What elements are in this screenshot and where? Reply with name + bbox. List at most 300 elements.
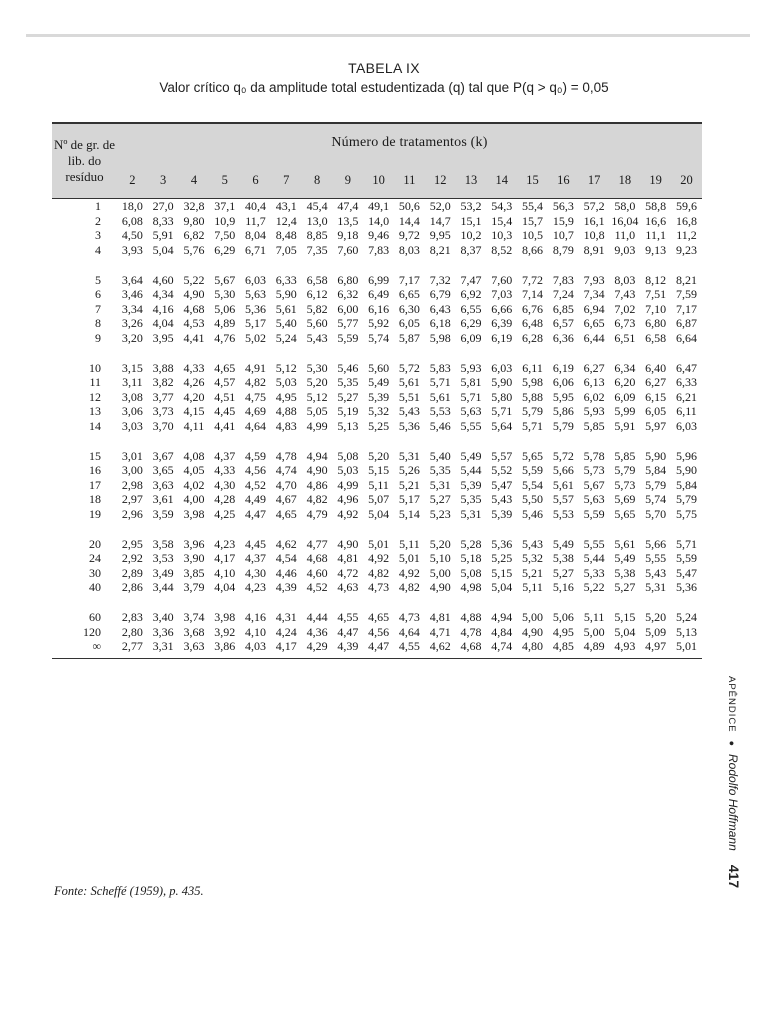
column-header: 13 [456,162,487,199]
value-cell: 6,27 [583,360,605,375]
value-cell: 5,24 [275,331,297,346]
value-cell: 5,40 [429,448,451,463]
value-cell: 5,28 [460,536,482,551]
value-cell: 3,70 [152,419,174,434]
value-cell: 15,7 [522,213,544,228]
value-cell: 5,15 [491,565,513,580]
value-cell: 5,47 [676,565,698,580]
table-row [52,580,702,595]
value-cell: 5,90 [491,375,513,390]
group-spacer [52,257,702,272]
value-cell: 3,73 [152,404,174,419]
value-cell: 5,43 [491,492,513,507]
value-cell: 4,70 [275,477,297,492]
df-cell: 40 [89,580,101,595]
value-cell: 4,86 [306,477,328,492]
value-cell: 58,8 [645,199,667,214]
value-cell: 5,66 [552,463,574,478]
value-cell: 5,06 [552,609,574,624]
value-cell: 4,93 [610,639,641,659]
value-cell: 6,49 [368,287,390,302]
value-cell: 6,80 [645,316,667,331]
value-cell: 4,56 [245,463,267,478]
value-cell: 6,66 [491,301,513,316]
group-spacer [52,345,702,360]
df-cell: 120 [83,624,101,639]
value-cell: 5,97 [645,419,667,434]
value-cell: 4,33 [214,463,236,478]
value-cell: 3,68 [183,624,205,639]
value-cell: 5,04 [152,243,174,258]
value-cell: 4,76 [214,331,236,346]
value-cell: 8,66 [522,243,544,258]
value-cell: 6,43 [429,301,451,316]
value-cell: 4,04 [214,580,236,595]
value-cell: 7,60 [491,272,513,287]
table-row [52,390,702,405]
df-cell: 2 [95,213,101,228]
value-cell: 10,3 [491,228,513,243]
value-cell: 5,82 [306,301,328,316]
value-cell: 5,21 [398,477,420,492]
value-cell: 6,18 [429,316,451,331]
value-cell: 7,60 [337,243,359,258]
value-cell: 3,53 [152,551,174,566]
value-cell: 4,54 [275,551,297,566]
value-cell: 5,31 [645,580,667,595]
column-header: 9 [332,162,363,199]
value-cell: 6,39 [491,316,513,331]
value-cell: 3,15 [121,360,143,375]
value-cell: 5,59 [522,463,544,478]
value-cell: 3,26 [121,316,143,331]
table-row [52,243,702,258]
value-cell: 5,91 [152,228,174,243]
value-cell: 2,92 [121,551,143,566]
value-cell: 6,94 [583,301,605,316]
value-cell: 4,88 [275,404,297,419]
value-cell: 15,4 [491,213,513,228]
value-cell: 6,33 [275,272,297,287]
value-cell: 4,97 [640,639,671,659]
value-cell: 6,44 [583,331,605,346]
value-cell: 5,76 [183,243,205,258]
value-cell: 3,65 [152,463,174,478]
column-header: 7 [271,162,302,199]
value-cell: 4,45 [245,536,267,551]
value-cell: 5,71 [522,419,544,434]
value-cell: 52,0 [429,199,451,214]
value-cell: 5,36 [245,301,267,316]
column-header: 20 [671,162,702,199]
value-cell: 45,4 [306,199,328,214]
value-cell: 5,98 [522,375,544,390]
value-cell: 5,01 [398,551,420,566]
value-cell: 5,65 [614,506,636,521]
column-header: 12 [425,162,456,199]
value-cell: 4,24 [275,624,297,639]
value-cell: 6,73 [614,316,636,331]
df-cell: 1 [95,199,101,214]
page-top-edge [26,34,750,37]
column-header: 18 [610,162,641,199]
value-cell: 4,82 [306,492,328,507]
value-cell: 5,20 [429,536,451,551]
table-row [52,287,702,302]
page-footer-vertical [724,676,742,888]
value-cell: 5,72 [398,360,420,375]
value-cell: 5,85 [614,448,636,463]
value-cell: 5,73 [614,477,636,492]
value-cell: 8,91 [583,243,605,258]
value-cell: 6,92 [460,287,482,302]
value-cell: 6,65 [398,287,420,302]
value-cell: 3,36 [152,624,174,639]
value-cell: 5,63 [460,404,482,419]
value-cell: 4,99 [306,419,328,434]
value-cell: 5,61 [398,375,420,390]
value-cell: 5,23 [429,506,451,521]
value-cell: 16,6 [645,213,667,228]
value-cell: 4,37 [214,448,236,463]
value-cell: 5,87 [398,331,420,346]
value-cell: 5,35 [337,375,359,390]
value-cell: 6,76 [522,301,544,316]
df-cell: 8 [95,316,101,331]
column-header: 8 [302,162,333,199]
value-cell: 5,08 [337,448,359,463]
value-cell: 4,67 [275,492,297,507]
value-cell: 5,26 [398,463,420,478]
value-cell: 3,00 [121,463,143,478]
table-row [52,536,702,551]
value-cell: 4,41 [214,419,236,434]
value-cell: 4,68 [183,301,205,316]
value-cell: 3,63 [179,639,210,659]
value-cell: 5,32 [368,404,390,419]
value-cell: 16,8 [676,213,698,228]
column-header: 2 [117,162,148,199]
table-row [52,492,702,507]
value-cell: 11,2 [676,228,697,243]
value-cell: 6,71 [245,243,267,258]
value-cell: 3,06 [121,404,143,419]
value-cell: 6,03 [491,360,513,375]
value-cell: 5,44 [460,463,482,478]
value-cell: 9,80 [183,213,205,228]
value-cell: 5,31 [429,477,451,492]
value-cell: 6,19 [552,360,574,375]
value-cell: 5,55 [645,551,667,566]
value-cell: 5,49 [552,536,574,551]
value-cell: 6,03 [676,419,698,434]
value-cell: 4,36 [306,624,328,639]
value-cell: 4,90 [337,536,359,551]
value-cell: 5,36 [398,419,420,434]
value-cell: 3,34 [121,301,143,316]
df-cell: 12 [89,389,101,404]
df-cell: 7 [95,301,101,316]
value-cell: 11,1 [645,228,666,243]
value-cell: 8,79 [552,243,574,258]
value-cell: 6,21 [676,389,698,404]
value-cell: 43,1 [275,199,297,214]
value-cell: 8,52 [491,243,513,258]
value-cell: 6,64 [676,331,698,346]
value-cell: 5,88 [522,389,544,404]
value-cell: 6,33 [676,375,698,390]
value-cell: 5,36 [676,580,698,595]
value-cell: 5,73 [583,463,605,478]
value-cell: 4,83 [275,419,297,434]
value-cell: 3,59 [152,506,174,521]
value-cell: 4,47 [337,624,359,639]
value-cell: 54,3 [491,199,513,214]
value-cell: 6,48 [522,316,544,331]
value-cell: 4,53 [183,316,205,331]
value-cell: 6,99 [368,272,390,287]
value-cell: 4,72 [337,565,359,580]
value-cell: 4,91 [245,360,267,375]
df-cell: 16 [89,463,101,478]
value-cell: 4,00 [183,492,205,507]
value-cell: 57,2 [583,199,605,214]
value-cell: 5,22 [183,272,205,287]
value-cell: 6,36 [552,331,574,346]
value-cell: 5,90 [676,463,698,478]
value-cell: 6,29 [214,243,236,258]
value-cell: 5,63 [245,287,267,302]
value-cell: 4,81 [429,609,451,624]
value-cell: 4,78 [275,448,297,463]
source-note: Fonte: Scheffé (1959), p. 435. [54,884,204,898]
value-cell: 4,98 [460,580,482,595]
value-cell: 4,30 [245,565,267,580]
critical-values-table [52,122,702,659]
value-cell: 3,64 [121,272,143,287]
value-cell: 4,15 [183,404,205,419]
value-cell: 8,03 [398,243,420,258]
value-cell: 6,20 [614,375,636,390]
df-cell: 18 [89,492,101,507]
value-cell: 4,78 [460,624,482,639]
table-row [52,199,702,214]
value-cell: 4,39 [275,580,297,595]
df-cell: 30 [89,565,101,580]
value-cell: 37,1 [214,199,236,214]
value-cell: 6,85 [552,301,574,316]
value-cell: 4,64 [398,624,420,639]
value-cell: 5,31 [460,506,482,521]
value-cell: 7,72 [522,272,544,287]
table-row [52,316,702,331]
value-cell: 5,15 [368,463,390,478]
value-cell: 4,39 [332,639,363,659]
value-cell: 4,16 [152,301,174,316]
value-cell: 5,74 [645,492,667,507]
value-cell: 4,65 [214,360,236,375]
value-cell: 5,44 [583,551,605,566]
value-cell: 4,57 [214,375,236,390]
value-cell: 6,79 [429,287,451,302]
value-cell: 56,3 [552,199,574,214]
value-cell: 15,9 [552,213,574,228]
group-spacer [52,521,702,536]
value-cell: 4,34 [152,287,174,302]
value-cell: 4,50 [121,228,143,243]
value-cell: 5,03 [337,463,359,478]
value-cell: 5,61 [429,389,451,404]
value-cell: 3,93 [121,243,143,258]
value-cell: 4,80 [517,639,548,659]
column-header: 10 [363,162,394,199]
table-row [52,404,702,419]
table-row [52,214,702,229]
value-cell: 3,95 [152,331,174,346]
table-row [52,639,702,659]
value-cell: 4,74 [275,463,297,478]
value-cell: 5,72 [552,448,574,463]
table-row [52,610,702,625]
value-cell: 6,27 [645,375,667,390]
value-cell: 5,60 [306,316,328,331]
value-cell: 4,73 [368,580,390,595]
value-cell: 5,90 [275,287,297,302]
value-cell: 9,46 [368,228,390,243]
value-cell: 4,68 [306,551,328,566]
value-cell: 14,0 [368,213,390,228]
value-cell: 5,14 [398,506,420,521]
column-header: 19 [640,162,671,199]
value-cell: 5,04 [614,624,636,639]
value-cell: 5,11 [368,477,389,492]
table-row [52,272,702,287]
table-row [52,228,702,243]
treatments-column-header-row [52,162,702,199]
value-cell: 6,03 [245,272,267,287]
value-cell: 5,79 [552,419,574,434]
value-cell: 6,11 [522,360,543,375]
value-cell: 5,46 [522,506,544,521]
value-cell: 5,00 [429,565,451,580]
value-cell: 5,63 [583,492,605,507]
value-cell: 15,1 [460,213,482,228]
value-cell: 5,11 [399,536,420,551]
value-cell: 4,60 [152,272,174,287]
value-cell: 7,05 [275,243,297,258]
df-cell: 9 [95,331,101,346]
table-row [52,302,702,317]
value-cell: 4,31 [275,609,297,624]
value-cell: 5,03 [275,375,297,390]
value-cell: 5,31 [398,448,420,463]
value-cell: 5,49 [368,375,390,390]
value-cell: 40,4 [245,199,267,214]
value-cell: 5,98 [429,331,451,346]
value-cell: 6,34 [614,360,636,375]
value-cell: 4,49 [245,492,267,507]
df-cell: 24 [89,551,101,566]
value-cell: 14,7 [429,213,451,228]
value-cell: 5,99 [614,404,636,419]
value-cell: 4,10 [214,565,236,580]
value-cell: 6,58 [645,331,667,346]
value-cell: 4,45 [214,404,236,419]
value-cell: 4,52 [245,477,267,492]
df-cell: 10 [89,360,101,375]
value-cell: 58,0 [614,199,636,214]
table-subtitle: Valor crítico q₀ da amplitude total estudentizada (q) tal que P(q > q₀) = 0,05 [159,80,609,95]
value-cell: 2,80 [121,624,143,639]
value-cell: 3,96 [183,536,205,551]
value-cell: 8,37 [460,243,482,258]
value-cell: 5,17 [398,492,420,507]
value-cell: 5,84 [645,463,667,478]
value-cell: 8,21 [429,243,451,258]
value-cell: 4,02 [183,477,205,492]
df-cell: 20 [89,536,101,551]
value-cell: 5,53 [429,404,451,419]
value-cell: 4,41 [183,331,205,346]
value-cell: 5,25 [491,551,513,566]
value-cell: 2,77 [117,639,148,659]
value-cell: 10,2 [460,228,482,243]
value-cell: 3,61 [152,492,174,507]
value-cell: 6,09 [614,389,636,404]
value-cell: 5,19 [337,404,359,419]
value-cell: 6,58 [306,272,328,287]
value-cell: 3,98 [214,609,236,624]
table-body [52,199,702,659]
value-cell: 5,91 [614,419,636,434]
bullet-separator: ● [727,740,737,747]
value-cell: 5,43 [306,331,328,346]
value-cell: 5,21 [522,565,544,580]
value-cell: 2,95 [121,536,143,551]
value-cell: 4,16 [245,609,267,624]
value-cell: 5,39 [460,477,482,492]
value-cell: 5,32 [522,551,544,566]
value-cell: 6,12 [306,287,328,302]
value-cell: 3,74 [183,609,205,624]
value-cell: 5,54 [522,477,544,492]
value-cell: 3,01 [121,448,143,463]
value-cell: 4,92 [368,551,390,566]
value-cell: 5,38 [614,565,636,580]
value-cell: 3,58 [152,536,174,551]
value-cell: 4,95 [275,389,297,404]
value-cell: 5,55 [460,419,482,434]
value-cell: 5,25 [368,419,390,434]
value-cell: 4,89 [579,639,610,659]
value-cell: 10,9 [214,213,236,228]
value-cell: 5,79 [645,477,667,492]
value-cell: 4,90 [522,624,544,639]
value-cell: 5,65 [522,448,544,463]
value-cell: 5,01 [368,536,390,551]
group-spacer [52,433,702,448]
value-cell: 3,67 [152,448,174,463]
value-cell: 6,65 [583,316,605,331]
value-cell: 5,70 [645,506,667,521]
value-cell: 4,60 [306,565,328,580]
table-row [52,375,702,390]
appendix-label: APÊNDICE [726,676,737,733]
value-cell: 14,4 [398,213,420,228]
value-cell: 4,59 [245,448,267,463]
value-cell: 4,99 [337,477,359,492]
value-cell: 5,50 [522,492,544,507]
